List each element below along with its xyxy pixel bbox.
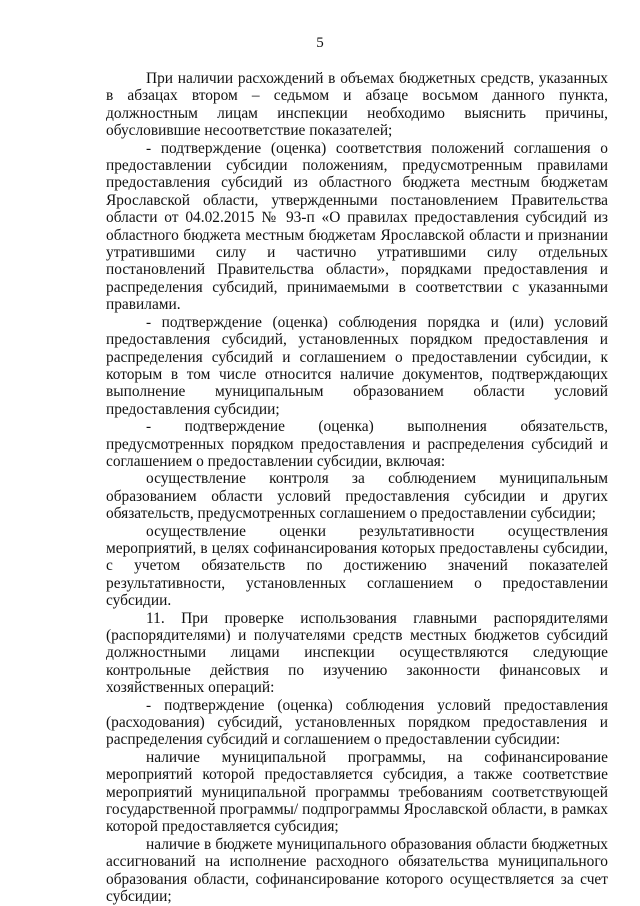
paragraph-conditions-compliance: - подтверждение (оценка) соблюдения условий предоставления (расходования) субсидий, установленных порядком предоставления и распределения субсидий и соглашением о предоставлении субсидии: xyxy=(106,696,608,749)
paragraph-municipal-program: наличие муниципальной программы, на софинансирование мероприятий которой предоставляется субсидия, а также соответствие мероприятий муниципальной программы требованиям соответствующей государственной программы/ подпрограммы Ярославской области, в рамках которой предоставляется субсидия; xyxy=(106,748,608,836)
paragraph-procedure-compliance: - подтверждение (оценка) соблюдения порядка и (или) условий предоставления субсидий, установленных порядком предоставления и распределения субсидий и соглашением о предоставлении субсидии, к которым в том числе относится наличие документов, подтверждающих выполнение муниципальным образованием области условий предоставления субсидии; xyxy=(106,313,608,418)
paragraph-control: осуществление контроля за соблюдением муниципальным образованием области условий предоставления субсидии и других обязательств, предусмотренных соглашением о предоставлении субсидии; xyxy=(106,470,608,523)
paragraph-section-11: 11. При проверке использования главными распорядителями (распорядителями) и получателями средств местных бюджетов субсидий должностными лицами инспекции осуществляются следующие контрольные действия по изучению законности финансовых и хозяйственных операций: xyxy=(106,609,608,697)
page-number: 5 xyxy=(316,35,324,51)
paragraph-discrepancies: При наличии расхождений в объемах бюджетных средств, указанных в абзацах втором – седьмом и абзаце восьмом данного пункта, должностным лицам инспекции необходимо выяснить причины, обусловившие несоответствие показателей; xyxy=(106,70,608,140)
paragraph-effectiveness: осуществление оценки результативности осуществления мероприятий, в целях софинансирования которых предоставлены субсидии, с учетом обязательств по достижению значений показателей результативности, установленных соглашением о предоставлении субсидии. xyxy=(106,522,608,610)
document-body xyxy=(106,70,608,906)
paragraph-budget-allocations: наличие в бюджете муниципального образования области бюджетных ассигнований на исполнение расходного обязательства муниципального образования области, софинансирование которого осуществляется за счет субсидии; xyxy=(106,835,608,906)
paragraph-agreement-compliance: - подтверждение (оценка) соответствия положений соглашения о предоставлении субсидии положениям, предусмотренным правилами предоставления субсидий из областного бюджета местным бюджетам Ярославской области, утвержденными постановлением Правительства области от 04.02.2015 № 93-п «О правилах предоставления субсидий из областного бюджета местным бюджетам Ярославской области и признании утратившими силу и частично утратившими силу отдельных постановлений Правительства области», порядками предоставления и распределения субсидий, принимаемыми в соответствии с указанными правилами. xyxy=(106,139,608,314)
paragraph-obligations: - подтверждение (оценка) выполнения обязательств, предусмотренных порядком предоставления и распределения субсидий и соглашением о предоставлении субсидии, включая: xyxy=(106,418,608,470)
